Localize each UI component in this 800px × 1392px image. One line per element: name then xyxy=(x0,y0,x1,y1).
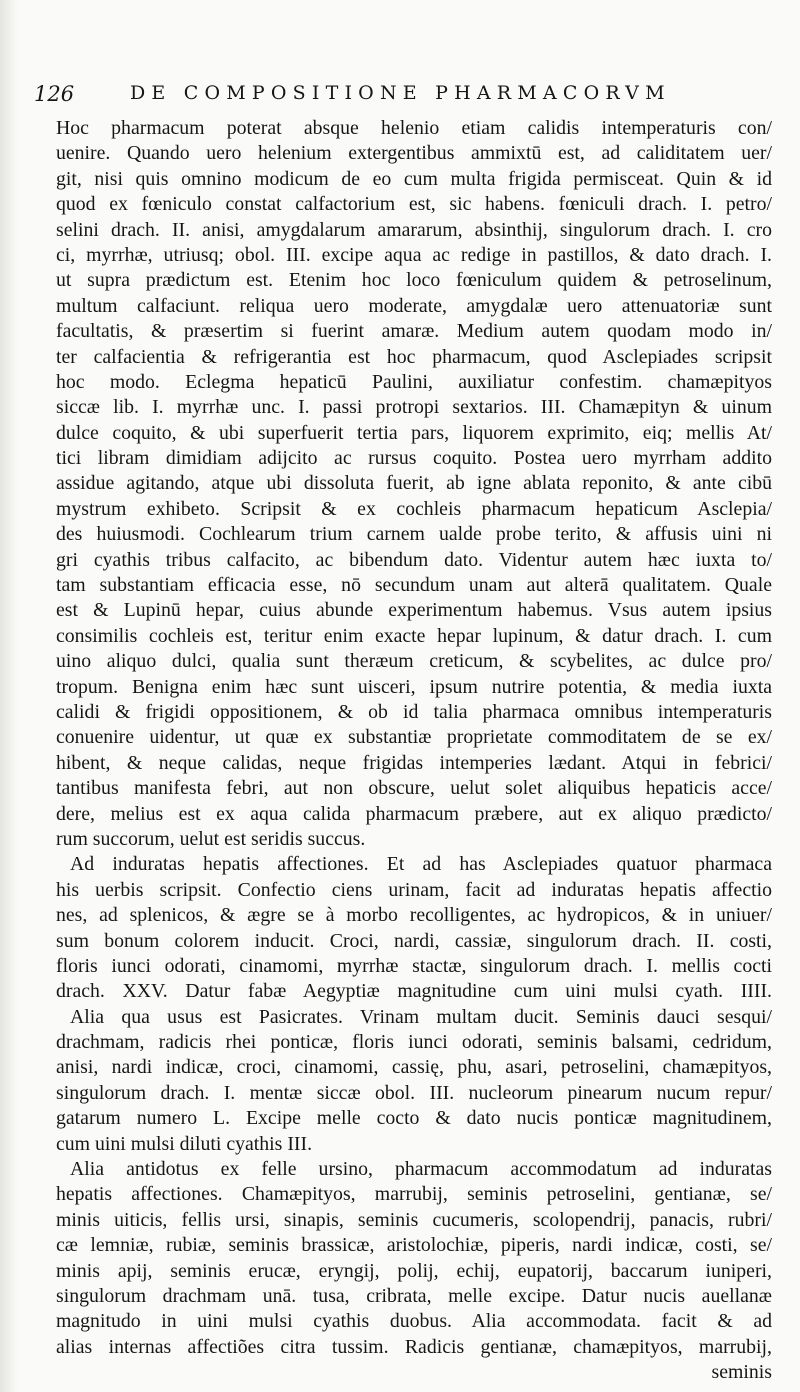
text-line: hepatis affectiones. Chamæpityos, marrubij, seminis petroselini, gentianæ, se/ xyxy=(56,1183,772,1206)
text-line: magnitudo in uini mulsi cyathis duobus. Alia accommodata. facit & ad xyxy=(56,1310,772,1333)
text-line: hoc modo. Eclegma hepaticū Paulini, auxiliatur confestim. chamæpityos xyxy=(56,370,772,393)
text-line: conuenire uidentur, ut quæ ex substantiæ proprietate commoditatem de se ex/ xyxy=(56,726,772,749)
text-line: tici libram dimidiam adijcito ac rursus coquito. Postea uero myrrham addito xyxy=(56,447,772,470)
text-line: ci, myrrhæ, utriusq; obol. III. excipe aqua ac redige in pastillos, & dato drach. I. xyxy=(56,243,772,266)
text-line: Hoc pharmacum poterat absque helenio etiam calidis intemperaturis con/ xyxy=(56,117,772,139)
text-line: Alia antidotus ex felle ursino, pharmacum accommodatum ad induratas xyxy=(70,1158,772,1181)
text-line: cum uini mulsi diluti cyathis III. xyxy=(56,1132,313,1155)
text-line: siccæ lib. I. myrrhæ unc. I. passi protropi sextarios. III. Chamæpityn & uinum xyxy=(56,396,772,419)
text-line: uenire. Quando uero helenium extergentibus ammixtū est, ad caliditatem uer/ xyxy=(56,142,772,165)
text-line: selini drach. II. anisi, amygdalarum amararum, absinthij, singulorum drach. I. cro xyxy=(56,218,772,241)
text-line: uino aliquo dulci, qualia sunt theræum creticum, & scybelites, ac dulce pro/ xyxy=(56,650,772,673)
text-line: consimilis cochleis est, teritur enim exacte hepar lupinum, & datur drach. I. cum xyxy=(56,624,772,647)
text-line: tam substantiam efficacia esse, nō secundum unam aut alterā qualitatem. Quale xyxy=(56,574,772,597)
text-line: gri cyathis tribus calfacito, ac bibendum dato. Videntur autem hæc iuxta to/ xyxy=(56,548,772,571)
text-line: dere, melius est ex aqua calida pharmacum præbere, aut ex aliquo prædicto/ xyxy=(56,802,772,825)
text-line: assidue agitando, atque ubi dissoluta fuerit, ab igne ablata reponito, & ante cibū xyxy=(56,472,772,495)
text-line: calidi & frigidi oppositionem, & ob id talia pharmaca omnibus intemperaturis xyxy=(56,700,772,723)
text-line: tropum. Benigna enim hæc sunt uisceri, ipsum nutrire potentia, & media iuxta xyxy=(56,675,772,698)
text-line: mystrum exhibeto. Scripsit & ex cochleis pharmacum hepaticum Asclepia/ xyxy=(56,497,772,520)
text-line: anisi, nardi indicæ, croci, cinamomi, cassię, phu, asari, petroselini, chamæpityos, xyxy=(56,1056,772,1079)
text-line: cæ lemniæ, rubiæ, seminis brassicæ, aristolochiæ, piperis, nardi indicæ, costi, se/ xyxy=(56,1234,772,1257)
text-line: singulorum drach. I. mentæ siccæ obol. III. nucleorum pinearum nucum repur/ xyxy=(56,1081,772,1104)
text-line: hibent, & neque calidas, neque frigidas intemperies lædant. Atqui in febrici/ xyxy=(56,751,772,774)
text-line: multum calfaciunt. reliqua uero moderate, amygdalæ uero attenuatoriæ sunt xyxy=(56,294,772,317)
text-line: singulorum drachmam unā. tusa, cribrata, melle excipe. Datur nucis auellanæ xyxy=(56,1284,772,1307)
text-line: dulce coquito, & ubi superfuerit tertia pars, liquorem exprimito, eiq; mellis At/ xyxy=(56,421,772,444)
page-gutter-shadow xyxy=(0,0,18,1392)
body-text xyxy=(56,116,772,1386)
running-title: DE COMPOSITIONE PHARMACORVM xyxy=(130,82,671,104)
text-line: sum bonum colorem inducit. Croci, nardi, cassiæ, singulorum drach. II. costi, xyxy=(56,929,772,952)
text-line: his uerbis scripsit. Confectio ciens urinam, facit ad induratas hepatis affectio xyxy=(56,878,772,901)
text-line: minis uiticis, fellis ursi, sinapis, seminis cucumeris, scolopendrij, panacis, rubri/ xyxy=(56,1208,772,1231)
text-line: drach. XXV. Datur fabæ Aegyptiæ magnitudine cum uini mulsi cyath. IIII. xyxy=(56,980,772,1003)
page-header xyxy=(34,82,774,110)
text-line: drachmam, radicis rhei ponticæ, floris iunci odorati, seminis balsami, cedridum, xyxy=(56,1031,772,1054)
text-line: nes, ad splenicos, & ægre se à morbo recolligentes, ac hydropicos, & in uniuer/ xyxy=(56,904,772,927)
text-line: Ad induratas hepatis affectiones. Et ad has Asclepiades quatuor pharmaca xyxy=(70,853,772,876)
text-line: gatarum numero L. Excipe melle cocto & dato nucis ponticæ magnitudinem, xyxy=(56,1107,772,1130)
catchword: seminis xyxy=(711,1361,772,1384)
text-line: rum succorum, uelut est seridis succus. xyxy=(56,827,366,850)
text-line: git, nisi quis omnino modicum de eo cum multa frigida permisceat. Quin & id xyxy=(56,167,772,190)
text-line: Alia qua usus est Pasicrates. Vrinam multam ducit. Seminis dauci sesqui/ xyxy=(70,1005,772,1028)
text-line: floris iunci odorati, cinamomi, myrrhæ stactæ, singulorum drach. I. mellis cocti xyxy=(56,954,772,977)
text-line: ut supra prædictum est. Etenim hoc loco fœniculum quidem & petroselinum, xyxy=(56,269,772,292)
text-line: ter calfacientia & refrigerantia est hoc pharmacum, quod Asclepiades scripsit xyxy=(56,345,772,368)
text-line: alias internas affectiões citra tussim. Radicis gentianæ, chamæpityos, marrubij, xyxy=(56,1335,772,1358)
text-line: minis apij, seminis erucæ, eryngij, polij, echij, eupatorij, baccarum iuniperi, xyxy=(56,1259,772,1282)
text-line: des huiusmodi. Cochlearum trium carnem ualde probe terito, & affusis uini ni xyxy=(56,523,772,546)
text-line: facultatis, & præsertim si fuerint amaræ. Medium autem quodam modo in/ xyxy=(56,320,772,343)
page-number: 126 xyxy=(34,82,75,106)
text-line: quod ex fœniculo constat calfactorium est, sic habens. fœniculi drach. I. petro/ xyxy=(56,193,772,216)
text-line: tantibus manifesta febri, aut non obscure, uelut solet aliquibus hepaticis acce/ xyxy=(56,777,772,800)
text-line: est & Lupinū hepar, cuius abunde experimentum habemus. Vsus autem ipsius xyxy=(56,599,772,622)
